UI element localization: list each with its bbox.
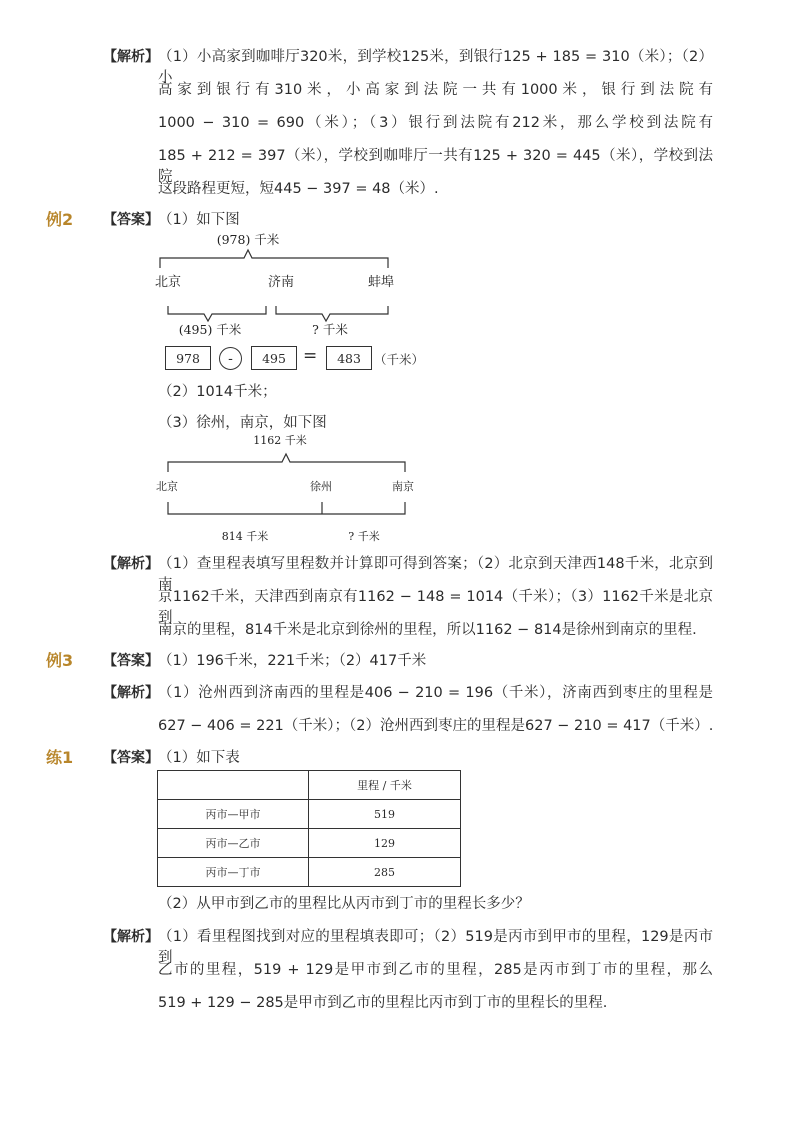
fig1-city-1: 北京 bbox=[155, 275, 182, 290]
answer-line: （1）如下图 bbox=[158, 212, 240, 228]
analysis-line: 519 + 129 − 285是甲市到乙市的里程比丙市到丁市的里程长的里程. bbox=[158, 995, 608, 1011]
eq-operator-circle: - bbox=[219, 347, 242, 370]
answer-line: （2）从甲市到乙市的里程比从丙市到丁市的里程长多少？ bbox=[158, 896, 530, 912]
table-cell-distance: 285 bbox=[309, 858, 461, 887]
table-cell-route: 丙市—乙市 bbox=[158, 829, 309, 858]
answer-line: （1）如下表 bbox=[158, 750, 240, 766]
analysis-line: 高家到银行有310米，小高家到法院一共有1000米，银行到法院有 bbox=[158, 82, 713, 98]
analysis-tag: 【解析】 bbox=[103, 929, 159, 945]
analysis-tag: 【解析】 bbox=[103, 685, 159, 701]
fig1-bottom-right-label: ? 千米 bbox=[312, 322, 348, 337]
analysis-line: 185 + 212 = 397（米），学校到咖啡厅一共有125 + 320 = 445（米），学校到法院 bbox=[158, 148, 713, 185]
analysis-line: （1）查里程表填写里程数并计算即可得到答案；（2）北京到天津西148千米，北京到南 bbox=[158, 556, 713, 593]
answer-tag: 【答案】 bbox=[103, 653, 159, 669]
analysis-tag: 【解析】 bbox=[103, 556, 159, 572]
eq-unit: （千米） bbox=[374, 352, 425, 367]
fig1-bottom-brace-right bbox=[276, 306, 388, 321]
example-label: 例2 bbox=[46, 210, 74, 229]
table-cell-distance: 129 bbox=[309, 829, 461, 858]
fig2-city-2: 徐州 bbox=[310, 480, 332, 493]
table-row bbox=[158, 829, 461, 858]
answer-line: （1）196千米，221千米；（2）417千米 bbox=[158, 653, 427, 669]
distance-diagram-1 bbox=[150, 228, 410, 348]
answer-line: （3）徐州，南京，如下图 bbox=[158, 415, 327, 431]
analysis-line: 乙市的里程，519 + 129是甲市到乙市的里程，285是丙市到丁市的里程，那么 bbox=[158, 962, 713, 978]
analysis-line: （1）沧州西到济南西的里程是406 − 210 = 196（千米），济南西到枣庄的里程是 bbox=[158, 685, 713, 701]
table-row bbox=[158, 800, 461, 829]
practice-label: 练1 bbox=[46, 748, 74, 767]
fig1-bottom-left-label: (495) 千米 bbox=[178, 322, 242, 337]
fig2-bottom-right-label: ? 千米 bbox=[348, 530, 380, 543]
fig1-city-3: 蚌埠 bbox=[368, 275, 395, 290]
distance-diagram-2 bbox=[150, 430, 425, 545]
fig2-bottom-brace bbox=[168, 502, 405, 514]
eq-box-a: 978 bbox=[165, 346, 211, 370]
analysis-line: （1）小高家到咖啡厅320米，到学校125米，到银行125 + 185 = 310（米）；（2）小 bbox=[158, 49, 713, 86]
eq-box-result: 483 bbox=[326, 346, 372, 370]
analysis-line: 这段路程更短，短445 − 397 = 48（米）. bbox=[158, 181, 439, 197]
eq-box-b: 495 bbox=[251, 346, 297, 370]
example-label: 例3 bbox=[46, 651, 74, 670]
fig2-bottom-left-label: 814 千米 bbox=[221, 530, 269, 543]
fig2-top-brace bbox=[168, 454, 405, 472]
analysis-tag: 【解析】 bbox=[103, 49, 159, 65]
answer-tag: 【答案】 bbox=[103, 750, 159, 766]
fig1-bottom-brace-left bbox=[168, 306, 266, 321]
answer-line: （2）1014千米； bbox=[158, 384, 277, 400]
table-cell-distance: 519 bbox=[309, 800, 461, 829]
table-cell-route: 丙市—甲市 bbox=[158, 800, 309, 829]
answer-tag: 【答案】 bbox=[103, 212, 159, 228]
eq-equals: = bbox=[303, 346, 318, 366]
table-header-cell: 里程 / 千米 bbox=[309, 771, 461, 800]
fig2-city-3: 南京 bbox=[392, 480, 414, 493]
fig2-top-label: 1162 千米 bbox=[253, 434, 307, 447]
table-cell-route: 丙市—丁市 bbox=[158, 858, 309, 887]
table-row bbox=[158, 858, 461, 887]
table-header-cell bbox=[158, 771, 309, 800]
analysis-line: 京1162千米，天津西到南京有1162 − 148 = 1014（千米）；（3）1162千米是北京到 bbox=[158, 589, 713, 626]
analysis-line: 627 − 406 = 221（千米）；（2）沧州西到枣庄的里程是627 − 210 = 417（千米）. bbox=[158, 718, 714, 734]
analysis-line: 1000 − 310 = 690（米）；（3）银行到法院有212米，那么学校到法院有 bbox=[158, 115, 713, 131]
fig1-top-label: (978) 千米 bbox=[216, 232, 280, 247]
distance-table bbox=[157, 770, 461, 887]
fig1-top-brace bbox=[160, 250, 388, 268]
table-header-row bbox=[158, 771, 461, 800]
fig2-city-1: 北京 bbox=[156, 480, 178, 493]
analysis-line: 南京的里程，814千米是北京到徐州的里程，所以1162 − 814是徐州到南京的里程. bbox=[158, 622, 697, 638]
analysis-line: （1）看里程图找到对应的里程填表即可；（2）519是丙市到甲市的里程，129是丙市到 bbox=[158, 929, 713, 966]
fig1-city-2: 济南 bbox=[268, 275, 295, 290]
